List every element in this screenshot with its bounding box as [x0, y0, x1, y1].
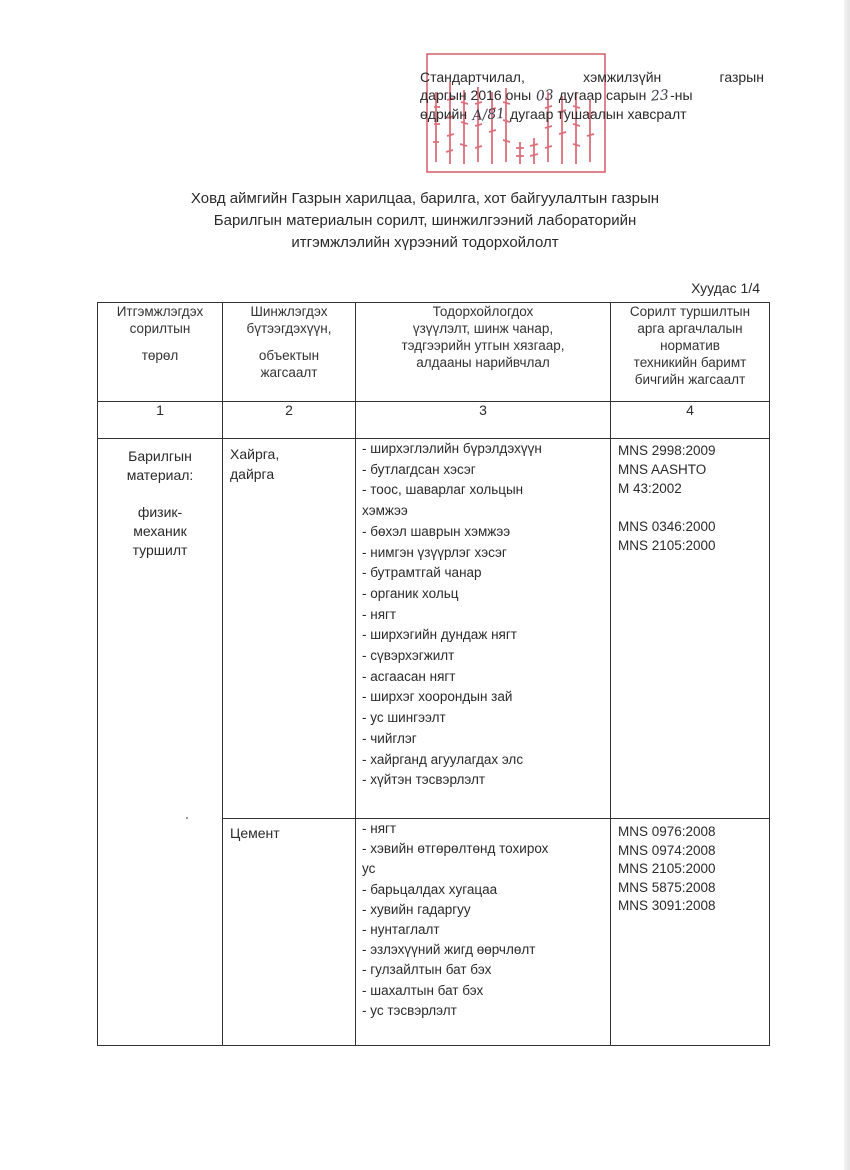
list-item: хэмжээ — [362, 503, 408, 519]
header-text: бүтээгдэхүүн, — [246, 321, 332, 336]
header-line3-part1: өдрийн — [420, 106, 468, 122]
product-name: Хайрга, — [230, 446, 280, 462]
header-product-list — [223, 303, 356, 402]
header-word-2: хэмжилзүйн — [583, 69, 662, 85]
list-item: - ус шингээлт — [362, 710, 446, 726]
list-item: - тоос, шаварлаг хольцын — [362, 482, 524, 498]
table-header-row — [98, 303, 770, 402]
category-text: туршилт — [132, 542, 188, 558]
header-line2-part2: дугаар сарын — [558, 87, 647, 103]
standard-code: MNS 2105:2000 — [618, 538, 716, 553]
category-text: материал: — [126, 467, 194, 483]
title-line-1: Ховд аймгийн Газрын харилцаа, барилга, хот байгуулалтын газрын — [190, 190, 660, 207]
list-item: - нимгэн үзүүрлэг хэсэг — [362, 544, 507, 560]
header-line2-part3: -ны — [670, 87, 693, 103]
list-item: - нягт — [362, 606, 397, 622]
product-cell — [223, 819, 356, 1046]
list-item: - ширхэглэлийн бүрэлдэхүүн — [362, 441, 542, 456]
standards-cell — [611, 819, 770, 1046]
list-item: - бутлагдсан хэсэг — [362, 461, 476, 477]
header-text: тэдгээрийн утгын хязгаар, — [401, 338, 565, 353]
standard-code: MNS 0346:2000 — [618, 519, 716, 534]
title-line-3: итгэмжлэлийн хүрээний тодорхойлолт — [291, 234, 559, 251]
category-cell — [98, 439, 223, 1046]
annex-header — [420, 68, 764, 124]
header-text: алдааны нарийвчлал — [416, 355, 550, 370]
list-item: - хэвийн өтгөрөлтөнд тохирох — [362, 841, 549, 857]
list-item: - барьцалдах хугацаа — [362, 881, 498, 897]
standard-code: MNS 2105:2000 — [618, 861, 716, 876]
list-item: - хувийн гадаргуу — [362, 901, 471, 917]
column-number-row — [98, 402, 770, 439]
standard-code: MNS 0974:2008 — [618, 842, 716, 858]
product-cell — [223, 439, 356, 819]
column-number: 3 — [356, 402, 611, 439]
document-title — [0, 188, 850, 254]
header-line-3 — [420, 105, 764, 124]
header-text: техникийн баримт — [633, 355, 747, 370]
list-item: - нягт — [362, 821, 397, 836]
page-number: Хуудас 1/4 — [691, 280, 760, 296]
header-text: Шинжлэгдэх — [250, 304, 328, 319]
handwritten-month: 03 — [535, 87, 555, 105]
header-text: үзүүлэлт, шинж чанар, — [412, 321, 554, 336]
header-word-3: газрын — [719, 69, 764, 85]
category-text: Барилгын — [128, 448, 192, 464]
header-text: Тодорхойлогдох — [432, 304, 534, 319]
standard-code: MNS 0976:2008 — [618, 824, 716, 839]
characteristics-cell — [356, 439, 611, 819]
list-item: - хүйтэн тэсвэрлэлт — [362, 772, 486, 788]
accreditation-scope-table — [97, 302, 770, 1046]
list-item: - асгаасан нягт — [362, 668, 456, 684]
column-number: 1 — [98, 402, 223, 439]
list-item: - бөхэл шаврын хэмжээ — [362, 523, 511, 539]
product-name: дайрга — [230, 466, 275, 482]
header-characteristics — [356, 303, 611, 402]
list-item: - хайрганд агуулагдах элс — [362, 751, 524, 767]
title-line-2: Барилгын материалын сорилт, шинжилгээний лабораторийн — [213, 212, 637, 229]
header-line3-part2: дугаар тушаалын хавсралт — [510, 106, 687, 122]
header-text: арга аргачлалын — [637, 321, 743, 336]
header-text: Итгэмжлэгдэх — [116, 304, 204, 319]
standard-code: MNS AASHTO — [618, 462, 707, 477]
header-text: объектын — [258, 348, 320, 363]
list-item: - сүвэрхэгжилт — [362, 648, 455, 664]
standards-cell — [611, 439, 770, 819]
header-standards — [611, 303, 770, 402]
list-item: - эзлэхүүний жигд өөрчлөлт — [362, 942, 536, 958]
list-item: - ширхэг хоорондын зай — [362, 689, 513, 705]
list-item: - чийглэг — [362, 730, 417, 746]
list-item: - ширхэгийн дундаж нягт — [362, 627, 517, 643]
table-row-gravel — [98, 439, 770, 819]
standard-code: M 43:2002 — [618, 481, 682, 496]
standard-code: MNS 3091:2008 — [618, 898, 716, 913]
scan-speck — [186, 817, 188, 819]
list-item: - бутрамтгай чанар — [362, 565, 482, 581]
category-text: механик — [133, 523, 187, 539]
product-name: Цемент — [230, 825, 280, 841]
standard-code: MNS 5875:2008 — [618, 879, 716, 895]
scan-edge — [844, 0, 850, 1170]
header-line-2 — [420, 86, 764, 105]
header-text: бичгийн жагсаалт — [634, 372, 746, 387]
column-number: 4 — [611, 402, 770, 439]
header-test-type — [98, 303, 223, 402]
list-item: - гулзайлтын бат бэх — [362, 962, 492, 978]
characteristics-cell — [356, 819, 611, 1046]
list-item: - органик хольц — [362, 585, 459, 601]
header-line2-part1: даргын 2016 оны — [420, 87, 532, 103]
header-word-1: Стандартчилал, — [420, 69, 525, 85]
header-line-1 — [420, 68, 764, 86]
header-text: норматив — [660, 338, 720, 353]
list-item: - ус тэсвэрлэлт — [362, 1002, 457, 1018]
list-item: - шахалтын бат бэх — [362, 982, 484, 998]
header-text: сорилтын — [129, 321, 191, 336]
standard-code: MNS 2998:2009 — [618, 443, 716, 458]
handwritten-order-number: А/81 — [471, 105, 506, 125]
handwritten-day: 23 — [650, 87, 670, 105]
column-number: 2 — [223, 402, 356, 439]
list-item: - нунтаглалт — [362, 922, 440, 938]
list-item: ус — [362, 861, 376, 877]
header-text: төрөл — [141, 348, 179, 363]
category-text: физик- — [137, 504, 183, 520]
header-text: жагсаалт — [260, 365, 318, 380]
header-text: Сорилт туршилтын — [629, 304, 751, 319]
